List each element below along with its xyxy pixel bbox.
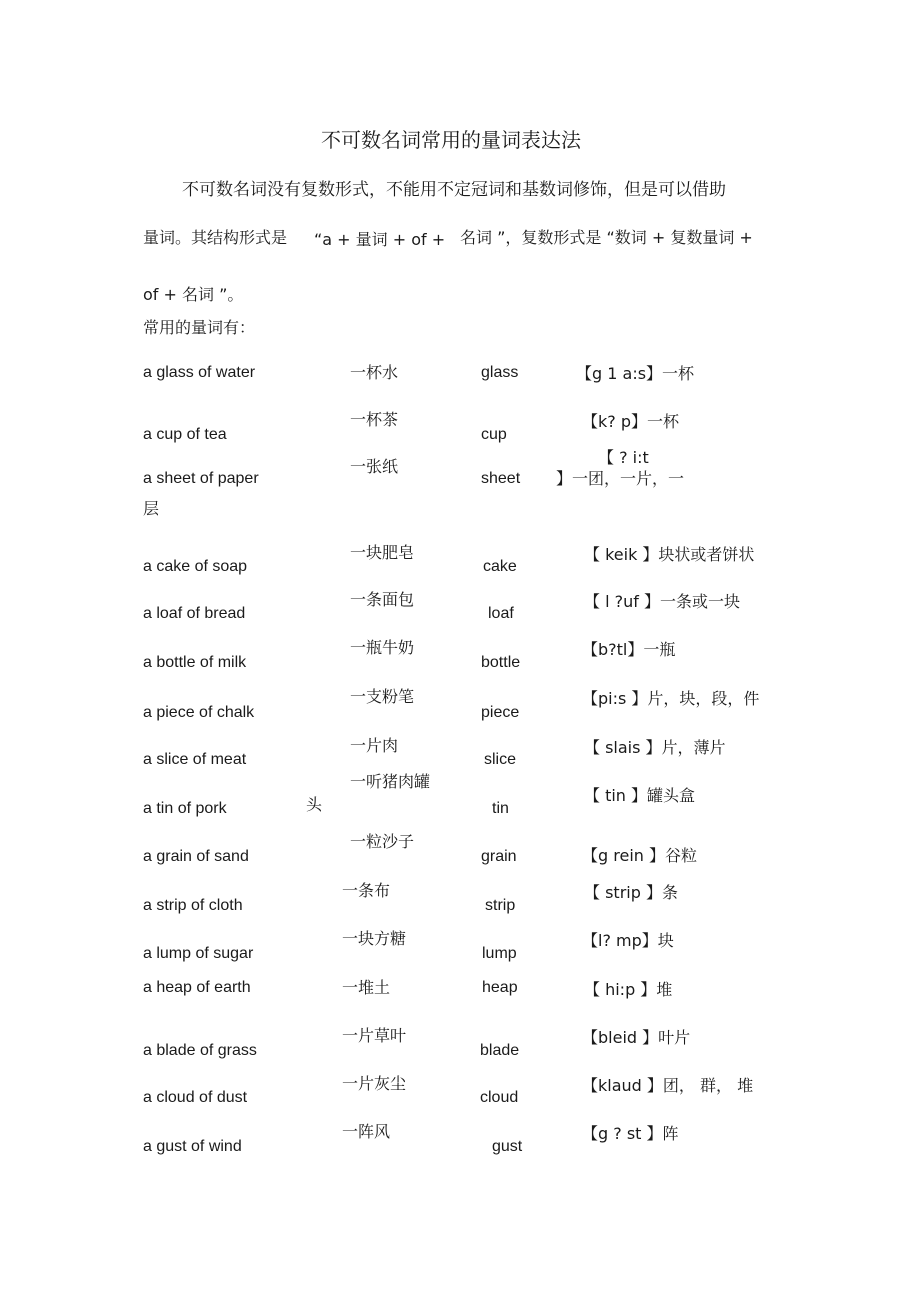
phrase: a gust of wind [143, 1138, 242, 1155]
definition-top: 【 ? i:t [598, 448, 649, 467]
phrase: a slice of meat [143, 751, 247, 768]
meaning: 一块肥皂 [350, 543, 415, 562]
measure-word: sheet [481, 470, 521, 487]
meaning: 一阵风 [342, 1122, 391, 1141]
phrase-continuation: 层 [143, 499, 160, 518]
meaning: 一片草叶 [342, 1026, 407, 1045]
definition: 【b?tl】一瓶 [582, 640, 676, 659]
meaning: 一杯茶 [350, 410, 399, 429]
meaning: 一杯水 [350, 363, 399, 382]
measure-word: piece [481, 704, 520, 721]
intro-line-2-part-b: “a + 量词 + of + [314, 230, 446, 249]
phrase: a bottle of milk [143, 654, 247, 671]
measure-word: bottle [481, 654, 521, 671]
meaning: 一瓶牛奶 [350, 638, 415, 657]
measure-word: heap [482, 979, 518, 996]
phrase: a sheet of paper [143, 470, 259, 487]
measure-word: grain [481, 848, 517, 865]
phrase: a cup of tea [143, 426, 227, 443]
definition: 【 l ?uf 】一条或一块 [584, 592, 740, 611]
phrase: a glass of water [143, 364, 256, 381]
measure-word: lump [482, 945, 517, 962]
page-title: 不可数名词常用的量词表达法 [321, 128, 581, 152]
definition: 【 hi:p 】堆 [584, 980, 673, 999]
phrase: a loaf of bread [143, 605, 246, 622]
meaning: 一张纸 [350, 457, 399, 476]
meaning: 一条面包 [350, 590, 415, 609]
definition: 【 slais 】片，薄片 [584, 738, 726, 757]
definition: 【g ? st 】阵 [582, 1124, 679, 1143]
measure-word: cake [483, 558, 517, 575]
definition: 【 strip 】条 [584, 883, 678, 902]
definition: 【l? mp】块 [582, 931, 674, 950]
meaning-continuation: 头 [306, 795, 323, 814]
meaning: 一堆土 [342, 978, 391, 997]
measure-word: tin [492, 800, 509, 817]
measure-word: cup [481, 426, 507, 443]
measure-word: glass [481, 364, 519, 381]
definition: 【klaud 】团， 群， 堆 [582, 1076, 754, 1095]
phrase: a strip of cloth [143, 897, 243, 914]
meaning: 一听猪肉罐 [350, 772, 431, 791]
meaning: 一片灰尘 [342, 1074, 407, 1093]
meaning: 一块方糖 [342, 929, 407, 948]
definition: 【g 1 a:s】一杯 [576, 364, 695, 383]
list-heading: 常用的量词有： [143, 318, 256, 337]
definition: 】一团，一片，一 [556, 469, 685, 488]
meaning: 一支粉笔 [350, 687, 415, 706]
measure-word: loaf [488, 605, 514, 622]
phrase: a tin of pork [143, 800, 227, 817]
phrase: a grain of sand [143, 848, 249, 865]
definition: 【pi:s 】片，块，段，件 [582, 689, 760, 708]
measure-word: gust [492, 1138, 523, 1155]
phrase: a piece of chalk [143, 704, 255, 721]
intro-line-2-part-a: 量词。其结构形式是 [143, 228, 288, 247]
measure-word: blade [480, 1042, 520, 1059]
measure-word: strip [485, 897, 516, 914]
meaning: 一条布 [342, 881, 391, 900]
phrase: a heap of earth [143, 979, 251, 996]
measure-word: cloud [480, 1089, 519, 1106]
meaning: 一片肉 [350, 736, 399, 755]
definition: 【k? p】一杯 [582, 412, 680, 431]
intro-line-1: 不可数名词没有复数形式，不能用不定冠词和基数词修饰，但是可以借助 [182, 180, 726, 200]
definition: 【bleid 】叶片 [582, 1028, 691, 1047]
definition: 【 keik 】块状或者饼状 [584, 545, 755, 564]
phrase: a cloud of dust [143, 1089, 248, 1106]
phrase: a blade of grass [143, 1042, 257, 1059]
phrase: a cake of soap [143, 558, 248, 575]
definition: 【g rein 】谷粒 [582, 846, 697, 865]
measure-word: slice [484, 751, 517, 768]
definition: 【 tin 】罐头盒 [584, 786, 696, 805]
phrase: a lump of sugar [143, 945, 254, 962]
meaning: 一粒沙子 [350, 832, 415, 851]
intro-line-2-part-c: 名词 ”，复数形式是 “数词 + 复数量词 + [460, 228, 753, 247]
intro-line-3: of + 名词 ”。 [143, 285, 244, 304]
